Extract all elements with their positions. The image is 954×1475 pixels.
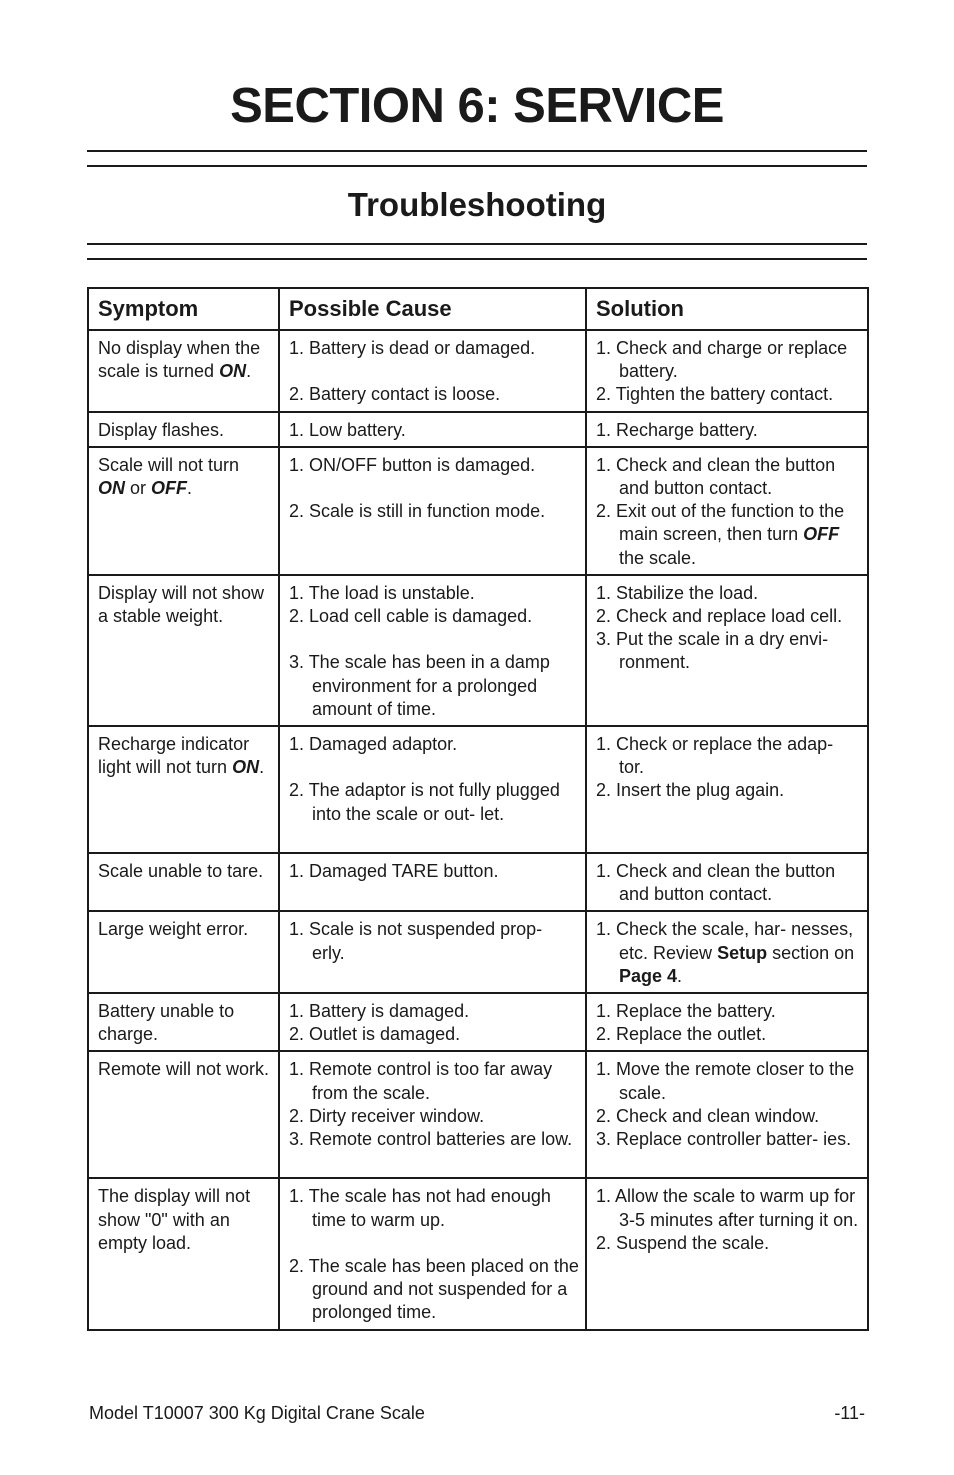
cause-item: 1. Low battery.: [289, 419, 406, 440]
cause-cell: [279, 1178, 586, 1330]
cause-item: 1. Battery is damaged.: [289, 1001, 470, 1022]
solution-text: the scale.: [619, 547, 697, 568]
section-title: SECTION 6: SERVICE: [230, 79, 724, 133]
divider-rule: [87, 258, 867, 260]
solution-item: 1. Replace the battery.: [596, 1001, 776, 1022]
cause-item: 1. ON/OFF button is damaged.: [289, 454, 536, 475]
solution-cell: [586, 853, 868, 911]
table-row: [88, 1051, 868, 1178]
symptom-text: Battery unable to charge.: [98, 1001, 235, 1045]
solution-item: 2. Insert the plug again.: [596, 780, 785, 801]
symptom-text: The display will not show "0" with an empty load.: [98, 1186, 251, 1253]
symptom-emphasis: ON: [219, 361, 247, 382]
cause-item: 1. Remote control is too far away from the scale.: [289, 1059, 553, 1103]
solution-emphasis: OFF: [803, 524, 840, 545]
solution-item: 1. Check or replace the adap- tor.: [596, 734, 834, 778]
symptom-cell: [88, 1178, 279, 1330]
solution-item: 1. Check and clean the button and button contact.: [596, 454, 836, 499]
divider-rule: [87, 165, 867, 167]
symptom-emphasis: ON: [98, 478, 125, 499]
cause-item: 1. Damaged TARE button.: [289, 861, 499, 882]
table-row: [88, 726, 868, 853]
solution-item: 3. Put the scale in a dry envi- ronment.: [596, 629, 829, 673]
symptom-emphasis: OFF: [151, 478, 188, 499]
header-possible-cause: Possible Cause: [279, 288, 586, 330]
solution-item: [596, 918, 861, 988]
cause-item: 1. Battery is dead or damaged.: [289, 338, 536, 358]
solution-text: 2. Exit out of the function to the main screen, then turn: [596, 501, 845, 545]
symptom-cell: [88, 993, 279, 1051]
divider-rule: [87, 150, 867, 152]
solution-cell: [586, 1051, 868, 1178]
troubleshooting-heading: Troubleshooting: [347, 186, 607, 223]
cause-item: 2. Outlet is damaged.: [289, 1024, 461, 1045]
header-symptom: Symptom: [88, 288, 279, 330]
solution-cell: [586, 330, 868, 412]
table-header-row: [88, 288, 868, 330]
header-solution: Solution: [586, 288, 868, 330]
solution-cell: [586, 993, 868, 1051]
cause-cell: [279, 911, 586, 993]
footer-page-number: -11-: [834, 1403, 865, 1423]
cause-item: 1. The scale has not had enough time to warm up.: [289, 1186, 551, 1230]
solution-item: [596, 500, 861, 570]
symptom-cell: [88, 330, 279, 412]
cause-item: 2. The adaptor is not fully plugged into the scale or out- let.: [289, 780, 560, 824]
symptom-text: No display when the scale is turned: [98, 338, 261, 382]
cause-cell: [279, 330, 586, 412]
symptom-text: Scale will not turn: [98, 454, 240, 475]
solution-cell: [586, 1178, 868, 1330]
symptom-cell: [88, 1051, 279, 1178]
solution-item: 2. Tighten the battery contact.: [596, 384, 834, 405]
cause-item: 2. Dirty receiver window.: [289, 1105, 485, 1126]
solution-cell: [586, 447, 868, 575]
cause-item: 1. Scale is not suspended prop- erly.: [289, 919, 543, 963]
symptom-cell: [88, 911, 279, 993]
table-row: [88, 447, 868, 575]
table-row: [88, 993, 868, 1051]
solution-item: 3. Replace controller batter- ies.: [596, 1129, 852, 1150]
solution-cell: [586, 726, 868, 853]
solution-item: 1. Recharge battery.: [596, 419, 758, 440]
solution-item: 2. Check and replace load cell.: [596, 606, 843, 627]
symptom-tail: .: [259, 757, 265, 778]
table-row: [88, 412, 868, 447]
cause-cell: [279, 1051, 586, 1178]
table-row: [88, 330, 868, 412]
cause-item: 2. Scale is still in function mode.: [289, 501, 546, 522]
cause-cell: [279, 575, 586, 726]
symptom-text: Display flashes.: [98, 419, 225, 440]
cause-cell: [279, 726, 586, 853]
cause-cell: [279, 993, 586, 1051]
solution-text: .: [677, 965, 683, 986]
solution-item: 1. Stabilize the load.: [596, 582, 759, 603]
symptom-cell: [88, 447, 279, 575]
solution-item: 1. Allow the scale to warm up for 3-5 minutes after turning it on.: [596, 1186, 859, 1230]
divider-rule: [87, 243, 867, 245]
table-row: [88, 911, 868, 993]
solution-cell: [586, 412, 868, 447]
solution-bold: Setup: [717, 942, 768, 963]
symptom-tail: .: [246, 361, 252, 382]
troubleshooting-table: [87, 287, 869, 1331]
symptom-cell: [88, 853, 279, 911]
cause-cell: [279, 447, 586, 575]
solution-item: 1. Check and clean the button and button contact.: [596, 861, 836, 905]
cause-item: 3. Remote control batteries are low.: [289, 1129, 573, 1150]
symptom-tail: .: [187, 478, 193, 499]
cause-item: 2. Load cell cable is damaged.: [289, 606, 533, 627]
solution-item: 1. Check and charge or replace battery.: [596, 338, 848, 382]
cause-cell: [279, 853, 586, 911]
solution-bold: Page 4: [619, 965, 678, 986]
solution-text: section on: [772, 942, 855, 963]
symptom-cell: [88, 726, 279, 853]
cause-cell: [279, 412, 586, 447]
symptom-text: Large weight error.: [98, 919, 249, 940]
table-row: [88, 853, 868, 911]
solution-item: 2. Replace the outlet.: [596, 1024, 767, 1045]
table-row: [88, 1178, 868, 1330]
symptom-conjunction: or: [130, 478, 147, 499]
solution-cell: [586, 575, 868, 726]
symptom-text: Scale unable to tare.: [98, 861, 264, 882]
symptom-cell: [88, 575, 279, 726]
cause-item: 1. Damaged adaptor.: [289, 734, 458, 755]
footer-model: Model T10007 300 Kg Digital Crane Scale: [89, 1403, 425, 1423]
solution-cell: [586, 911, 868, 993]
cause-item: 2. The scale has been placed on the ground and not suspended for a prolonged time.: [289, 1256, 579, 1323]
table-row: [88, 575, 868, 726]
solution-item: 1. Move the remote closer to the scale.: [596, 1059, 855, 1103]
solution-item: 2. Check and clean window.: [596, 1105, 820, 1126]
symptom-cell: [88, 412, 279, 447]
symptom-text: Remote will not work.: [98, 1059, 270, 1080]
symptom-text: Display will not show a stable weight.: [98, 582, 265, 627]
solution-text: 1. Check the scale, har- nesses, etc. Review: [596, 919, 854, 963]
symptom-emphasis: ON: [232, 757, 260, 778]
symptom-text: Recharge indicator light will not turn: [98, 734, 250, 778]
cause-item: 2. Battery contact is loose.: [289, 384, 501, 405]
cause-item: 3. The scale has been in a damp environment for a prolonged amount of time.: [289, 652, 550, 719]
solution-item: 2. Suspend the scale.: [596, 1232, 770, 1253]
cause-item: 1. The load is unstable.: [289, 582, 475, 603]
